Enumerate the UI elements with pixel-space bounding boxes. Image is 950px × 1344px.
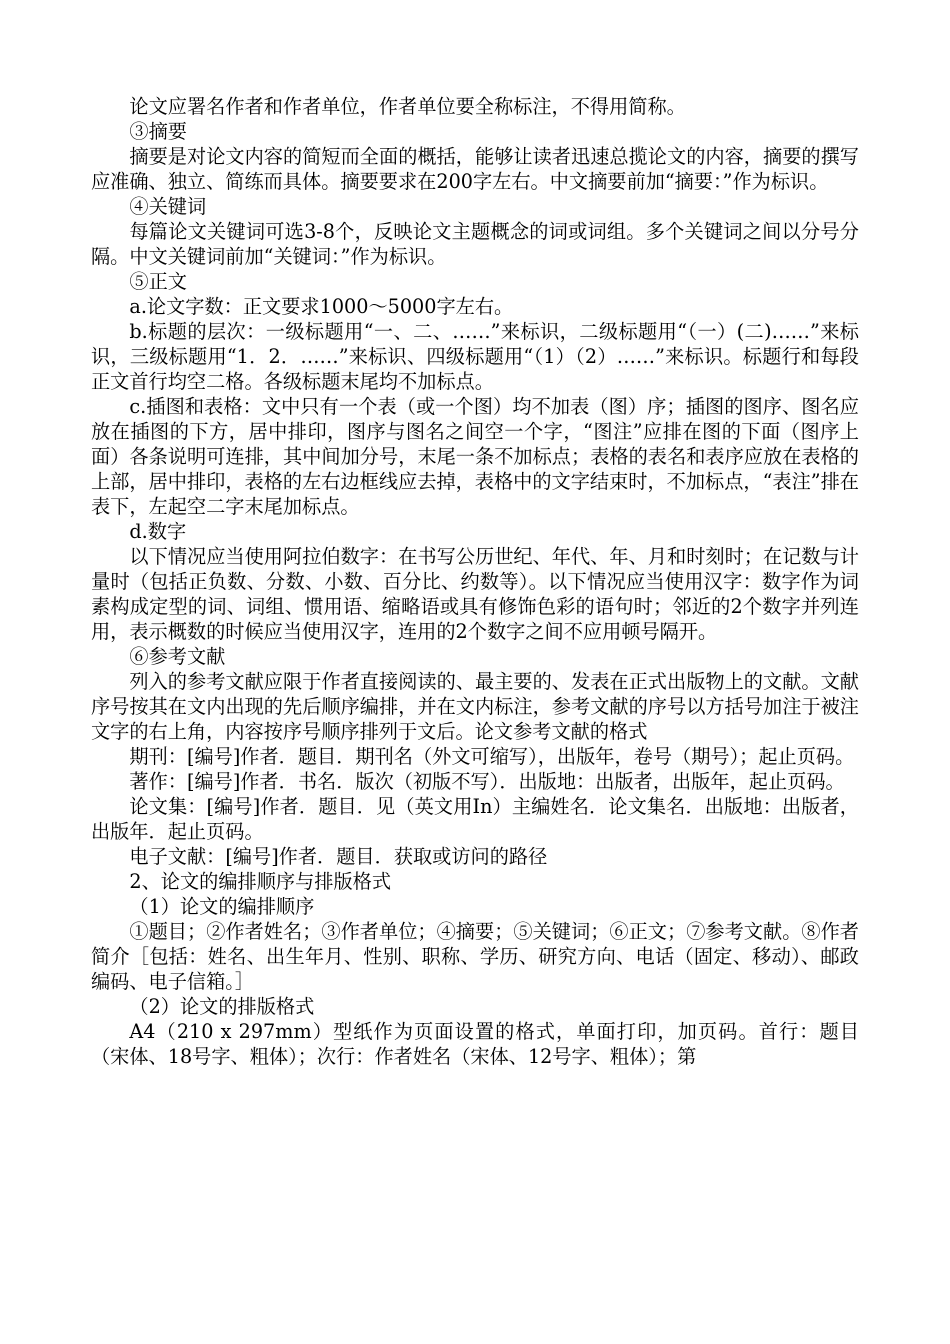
paragraph: 论文应署名作者和作者单位，作者单位要全称标注，不得用简称。 [129, 95, 686, 118]
reference-format-electronic: 电子文献：[编号]作者．题目．获取或访问的路径 [129, 845, 548, 868]
paragraph: 摘要是对论文内容的简短而全面的概括，能够让读者迅速总揽论文的内容，摘要的撰写应准确、独立、简练而具体。摘要要求在200字左右。中文摘要前加“摘要：”作为标识。 [91, 145, 859, 193]
paragraph: a.论文字数：正文要求1000～5000字左右。 [129, 295, 514, 318]
paragraph: ①题目；②作者姓名；③作者单位；④摘要；⑤关键词；⑥正文；⑦参考文献。⑧作者简介［包括：姓名、出生年月、性别、职称、学历、研究方向、电话（固定、移动）、邮政编码、电子信箱。］ [91, 920, 859, 993]
reference-format-book: 著作：[编号]作者．书名．版次（初版不写）．出版地：出版者，出版年，起止页码。 [129, 770, 845, 793]
paragraph: 以下情况应当使用阿拉伯数字：在书写公历世纪、年代、年、月和时刻时；在记数与计量时（包括正负数、分数、小数、百分比、约数等）。以下情况应当使用汉字：数字作为词素构成定型的词、词组、惯用语、缩略语或具有修饰色彩的语句时；邻近的2个数字并列连用，表示概数的时候应当使用汉字，连用的2个数字之间不应用顿号隔开。 [91, 545, 859, 643]
section-heading-body: ⑤正文 [129, 270, 187, 293]
paragraph: 每篇论文关键词可选3-8个，反映论文主题概念的词或词组。多个关键词之间以分号分隔。中文关键词前加“关键词：”作为标识。 [91, 220, 859, 268]
section-heading-references: ⑥参考文献 [129, 645, 226, 668]
section-heading-keywords: ④关键词 [129, 195, 207, 218]
paragraph: b.标题的层次：一级标题用“一、二、……”来标识，二级标题用“（一）(二)……”来标识，三级标题用“1．2．……”来标识、四级标题用“（1）（2）……”来标识。标题行和每段正文首行均空二格。各级标题末尾均不加标点。 [91, 320, 859, 393]
paragraph: c.插图和表格：文中只有一个表（或一个图）均不加表（图）序；插图的图序、图名应放在插图的下方，居中排印，图序与图名之间空一个字，“图注”应排在图的下面（图序上面）各条说明可连排，其中间加分号，末尾一条不加标点；表格的表名和表序应放在表格的上部，居中排印，表格的左右边框线应去掉，表格中的文字结束时，不加标点，“表注”排在表下，左起空二字末尾加标点。 [91, 395, 859, 518]
paragraph: 列入的参考文献应限于作者直接阅读的、最主要的、发表在正式出版物上的文献。文献序号按其在文内出现的先后顺序编排，并在文内标注，参考文献的序号以方括号加注于被注文字的右上角，内容按序号顺序排列于文后。论文参考文献的格式 [91, 670, 859, 743]
sub-heading-format: （2）论文的排版格式 [129, 995, 315, 1018]
paragraph: A4（210 x 297mm）型纸作为页面设置的格式，单面打印，加页码。首行：题目（宋体、18号字、粗体）；次行：作者姓名（宋体、12号字、粗体）；第 [91, 1020, 859, 1068]
section-heading-order-format: 2、论文的编排顺序与排版格式 [129, 870, 392, 893]
document-body [91, 94, 859, 1069]
sub-heading-numbers: d.数字 [129, 520, 187, 543]
reference-format-journal: 期刊：[编号]作者．题目．期刊名（外文可缩写），出版年，卷号（期号）；起止页码。 [129, 745, 855, 768]
sub-heading-order: （1）论文的编排顺序 [129, 895, 315, 918]
reference-format-proceedings: 论文集：[编号]作者．题目．见（英文用In）主编姓名．论文集名．出版地：出版者，出版年．起止页码。 [91, 795, 859, 843]
section-heading-abstract: ③摘要 [129, 120, 187, 143]
